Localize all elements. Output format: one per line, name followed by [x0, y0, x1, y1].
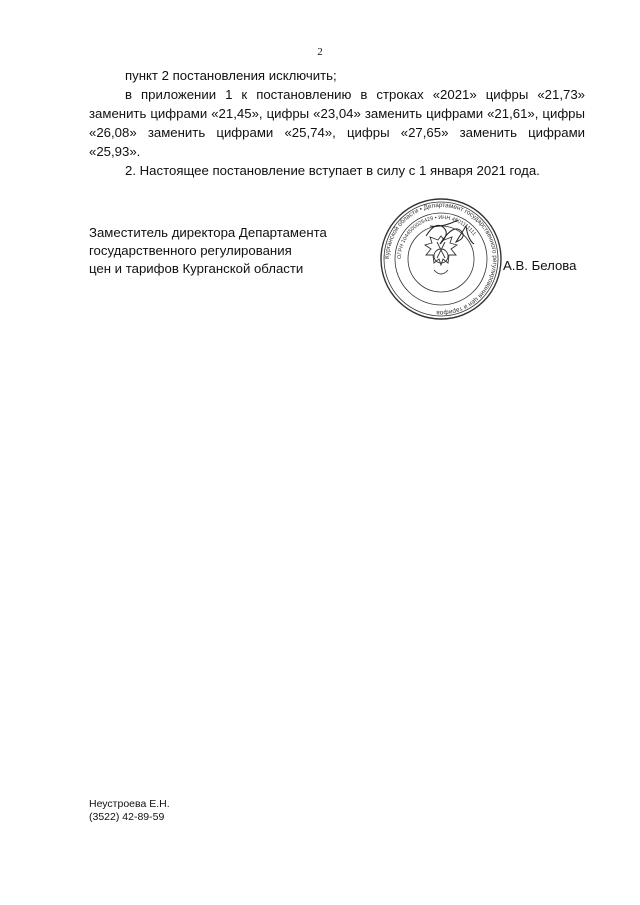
page-number: 2 — [317, 46, 323, 58]
stamp-outer-text: Курганской области • Департамент государственного регулирования цен и тарифов — [383, 201, 499, 317]
executor-info — [89, 798, 170, 824]
signatory-position-line: государственного регулирования — [89, 243, 292, 258]
paragraph: в приложении 1 к постановлению в строках «2021» цифры «21,73» заменить цифрами «21,45», цифры «23,04» заменить цифрами «21,61», цифры «26,08» заменить цифрами «25,74», цифры «27,65» заменить цифрами «25,93». — [89, 87, 585, 159]
paragraph: пункт 2 постановления исключить; — [125, 68, 337, 83]
signer-name: А.В. Белова — [503, 258, 577, 273]
paragraph: 2. Настоящее постановление вступает в силу с 1 января 2021 года. — [125, 163, 540, 178]
executor-phone: (3522) 42-89-59 — [89, 811, 165, 823]
executor-name: Неустроева Е.Н. — [89, 798, 170, 810]
stamp-inner-text: ОГРН 1044500025429 • ИНН 4501111111 — [396, 214, 477, 260]
signatory-position-line: цен и тарифов Курганской области — [89, 261, 304, 276]
document-body — [89, 66, 585, 180]
signatory-position-line: Заместитель директора Департамента — [89, 225, 327, 240]
official-seal-stamp — [378, 196, 504, 322]
signatory-position — [89, 224, 359, 278]
